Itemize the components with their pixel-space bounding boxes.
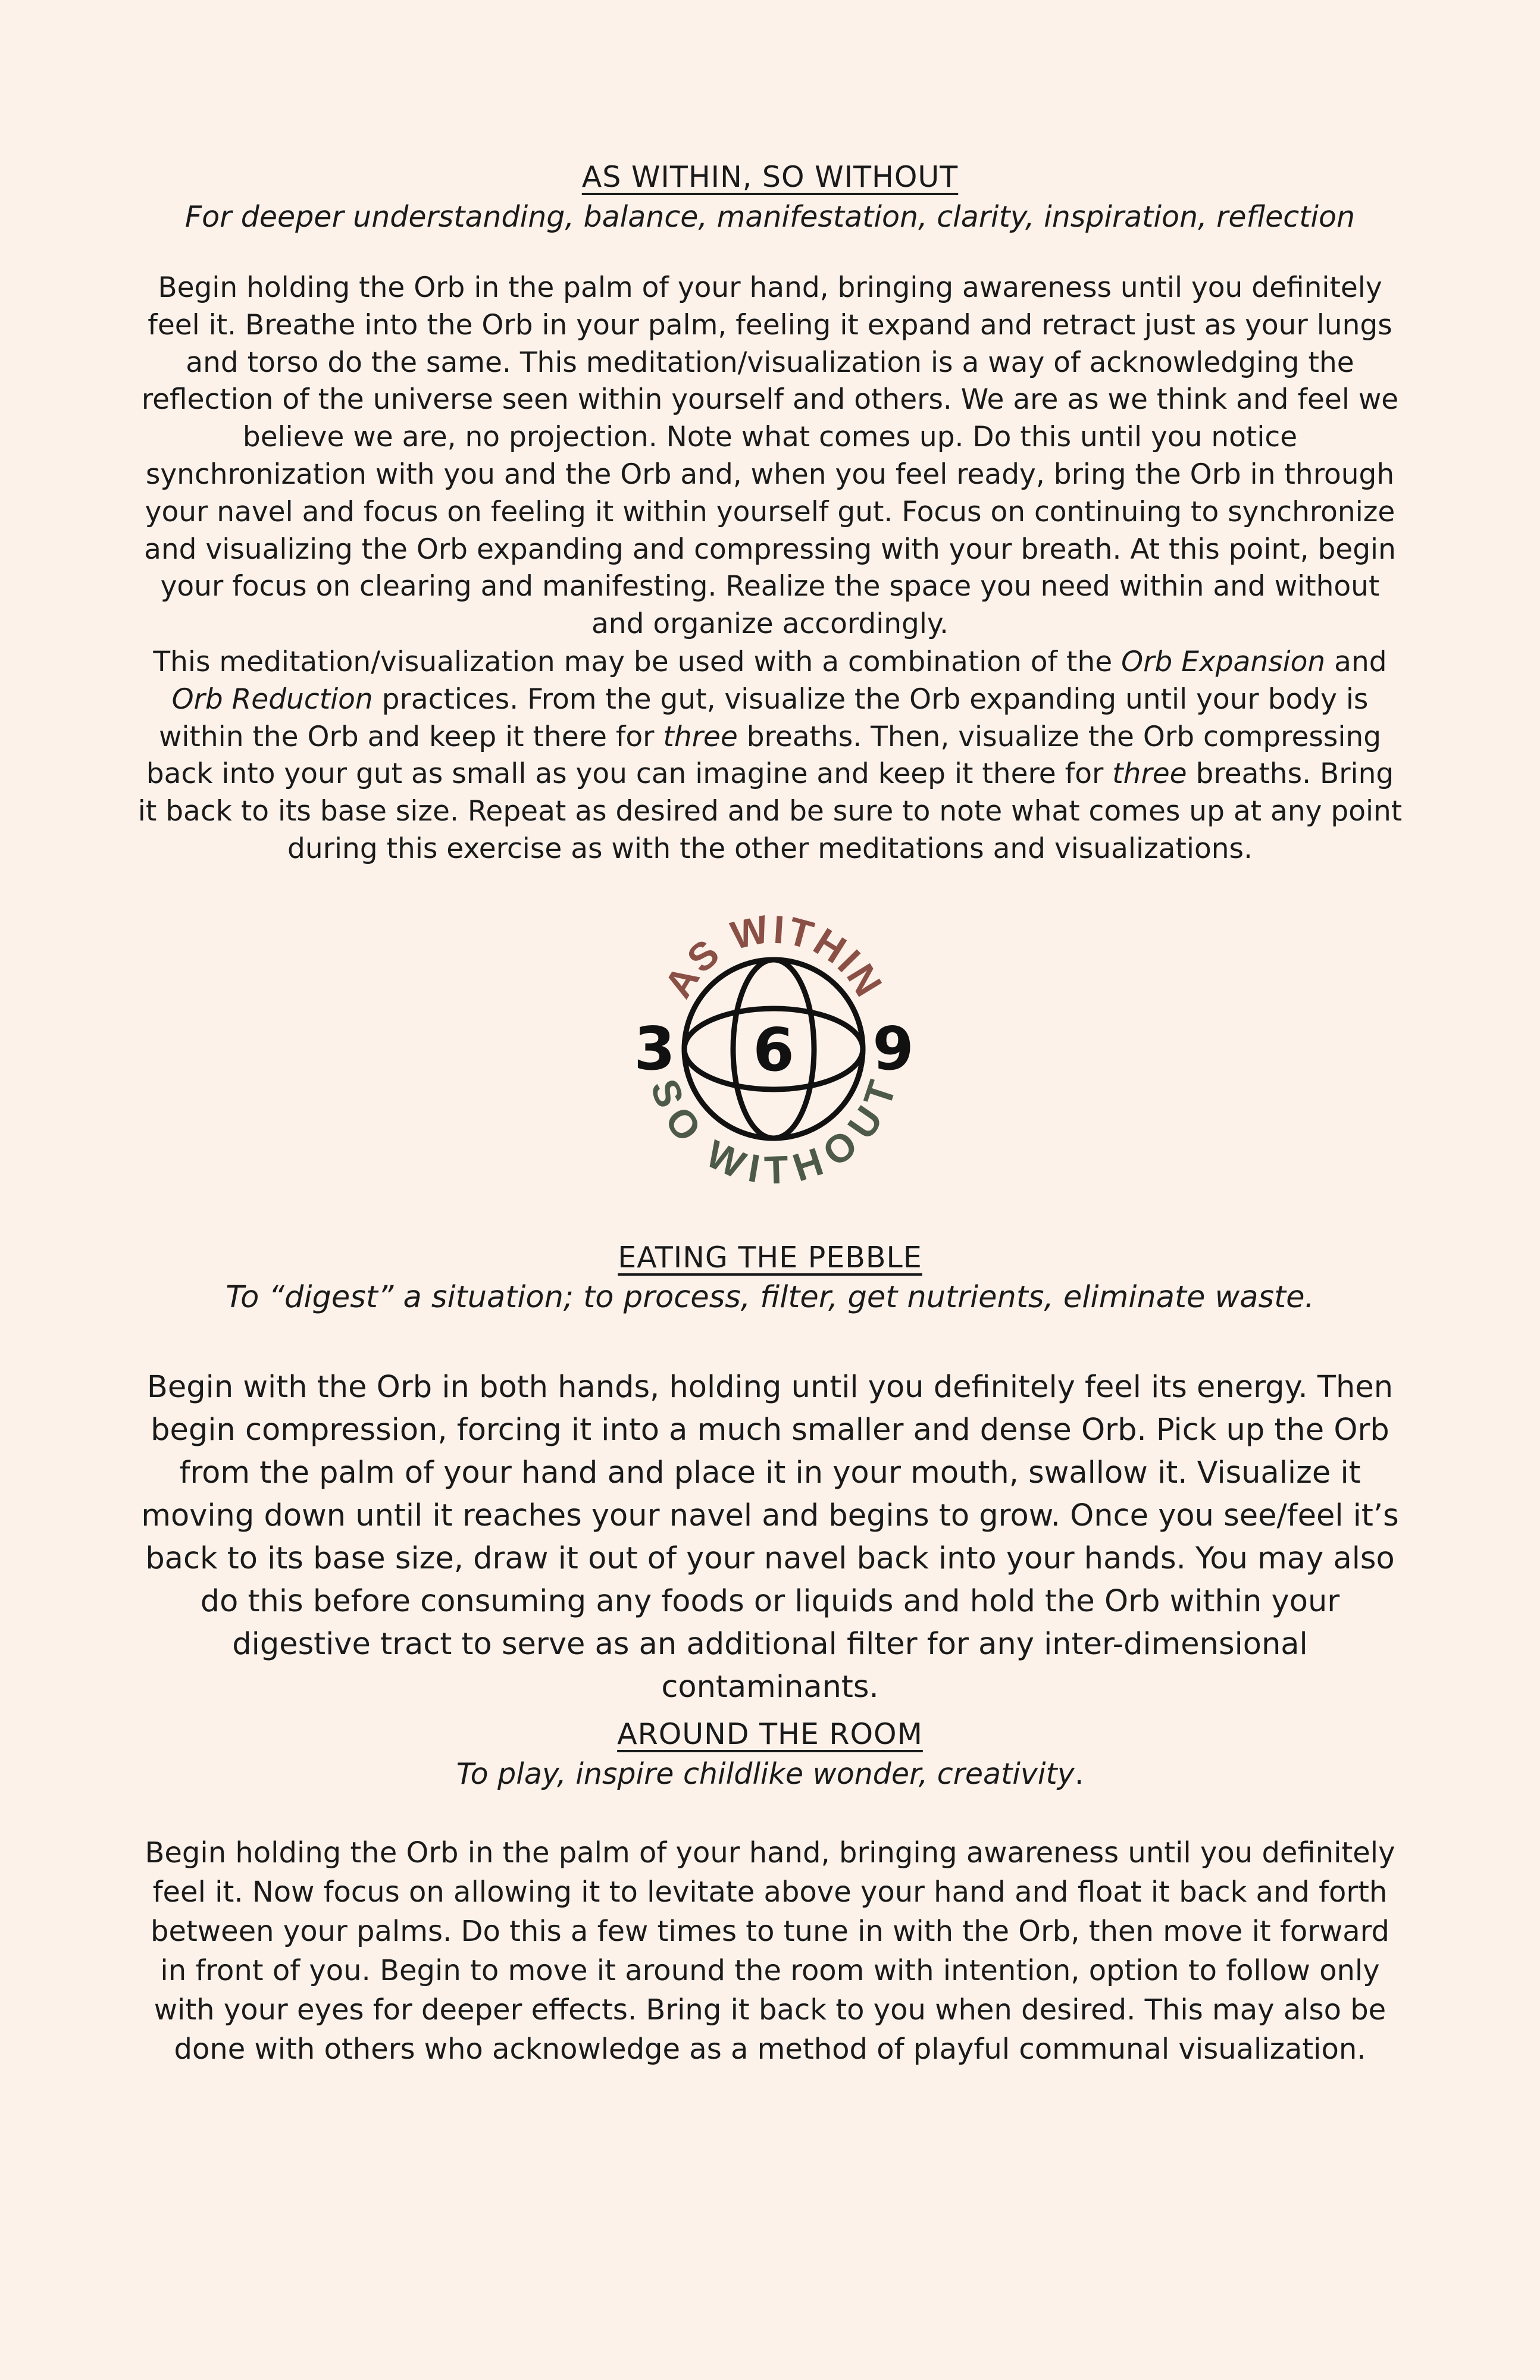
seal-top-text: AS WITHIN — [655, 906, 892, 1006]
seal-number-3: 3 — [634, 1014, 675, 1083]
section-subtitle: For deeper understanding, balance, manifestation, clarity, inspiration, reflection — [184, 200, 1356, 234]
orb-reduction-term: Orb Reduction — [171, 682, 373, 716]
text-span: breaths. Bring it back to its base size. Repeat as desired and be sure to note what comes up at any point during this exercise as with the other meditations and visualizations. — [137, 757, 1403, 865]
subtitle-period: . — [1074, 1757, 1084, 1791]
text-span: breaths. Then, visualize the Orb compressing back into your gut as small as you can imagine and keep it there for — [146, 720, 1382, 791]
text-span: and — [1325, 646, 1387, 678]
orb-expansion-term: Orb Expansion — [1121, 646, 1326, 678]
section-subtitle — [137, 1754, 1403, 1795]
section-eating-the-pebble — [137, 1238, 1403, 1318]
text-span: This meditation/visualization may be used with a combination of the — [153, 646, 1122, 678]
section-as-within-paragraph-2 — [137, 644, 1403, 868]
section-as-within — [137, 158, 1403, 237]
section-eating-the-pebble-paragraph — [137, 1366, 1403, 1709]
seal-number-9: 9 — [872, 1014, 914, 1083]
section-around-the-room — [137, 1715, 1403, 1795]
paragraph: Begin with the Orb in both hands, holding until you definitely feel its energy. Then begin compression, forcing it into a much smaller and dense Orb. Pick up the Orb from the palm of your hand and place it in your mouth, swallow it. Visualize it moving down until it reaches your navel and begins to grow. Once you see/feel it’s back to its base size, draw it out of your navel back into your hands. You may also do this before consuming any foods or liquids and hold the Orb within your digestive tract to serve as an additional filter for any inter-dimensional contaminants. — [141, 1370, 1399, 1705]
subtitle-text: To play, inspire childlike wonder, creativity — [456, 1757, 1075, 1791]
emphasis-three: three — [663, 720, 738, 753]
section-as-within-paragraph-1 — [137, 270, 1403, 643]
section-subtitle: To “digest” a situation; to process, filter, get nutrients, eliminate waste. — [226, 1280, 1314, 1315]
paragraph: Begin holding the Orb in the palm of your hand, bringing awareness until you definitely feel it. Breathe into the Orb in your palm, feeling it expand and retract just as your lungs and torso do the same. This meditation/visualization is a way of acknowledging the reflection of the universe seen within yourself and others. We are as we think and feel we believe we are, no projection. Note what comes up. Do this until you notice synchronization with you and the Orb and, when you feel ready, bring the Orb in through your navel and focus on feeling it within yourself gut. Focus on continuing to synchronize and visualizing the Orb expanding and compressing with your breath. At this point, begin your focus on clearing and manifesting. Realize the space you need within and without and organize accordingly. — [141, 271, 1399, 641]
paragraph — [137, 644, 1403, 868]
paragraph: Begin holding the Orb in the palm of your hand, bringing awareness until you definitely feel it. Now focus on allowing it to levitate above your hand and float it back and forth between your palms. Do this a few times to tune in with the Orb, then move it forward in front of you. Begin to move it around the room with intention, option to follow only with your eyes for deeper effects. Bring it back to you when desired. This may also be done with others who acknowledge as a method of playful communal visualization. — [145, 1836, 1395, 2066]
section-around-the-room-paragraph — [137, 1833, 1403, 2069]
section-title: EATING THE PEBBLE — [618, 1241, 922, 1274]
seal-bottom-text: SO WITHOUT — [642, 1073, 905, 1190]
section-title: AROUND THE ROOM — [617, 1717, 923, 1751]
section-title: AS WITHIN, SO WITHOUT — [581, 160, 959, 194]
seal-number-6: 6 — [753, 1015, 794, 1085]
text-span: practices. From the gut, visualize the Orb expanding until your body is within the Orb and keep it there for — [158, 682, 1369, 753]
as-within-so-without-seal — [631, 904, 916, 1190]
emphasis-three: three — [1112, 757, 1187, 791]
